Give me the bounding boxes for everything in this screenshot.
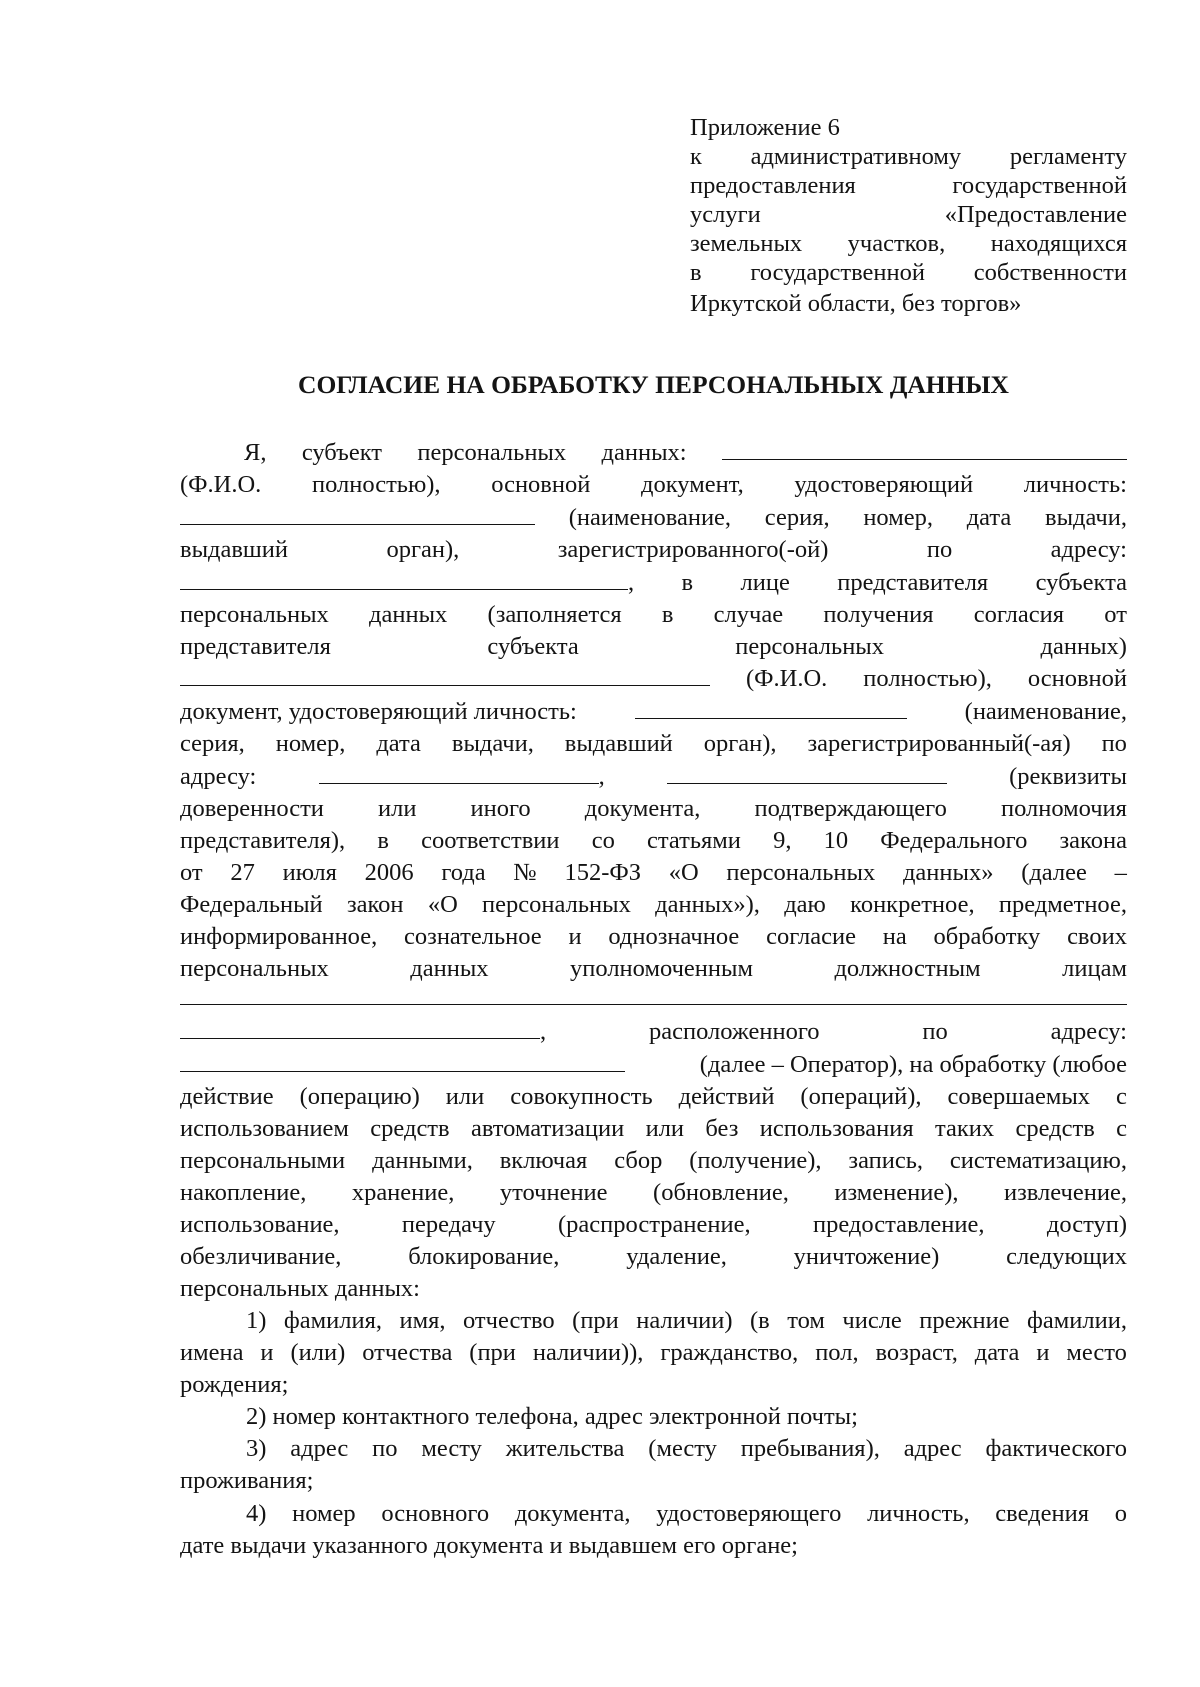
word: использование, [180, 1211, 340, 1238]
word: без [705, 1115, 739, 1142]
word: наличии)), [532, 1339, 644, 1366]
word: или [445, 1083, 485, 1110]
word: (обновление, [653, 1179, 789, 1206]
word: адрес [290, 1435, 349, 1462]
word: (наименование, [964, 698, 1127, 725]
blank-field[interactable] [667, 761, 947, 784]
body-line [180, 502, 1127, 534]
word: или [377, 795, 417, 822]
word: или [645, 1115, 685, 1142]
body-line [180, 1465, 1127, 1497]
word: и [260, 1339, 274, 1366]
word: документ, [641, 471, 744, 498]
appendix-word: находящихся [990, 230, 1127, 257]
body-line [180, 825, 1127, 857]
word: средств [370, 1115, 450, 1142]
appendix-word: государственной [952, 172, 1127, 199]
word: (операцию) [299, 1083, 420, 1110]
word: обработку [933, 923, 1041, 950]
word: рождения; [180, 1371, 289, 1398]
word: персональных [726, 859, 876, 886]
word: действий [678, 1083, 775, 1110]
word: Федерального [880, 827, 1028, 854]
word: передачу [401, 1211, 496, 1238]
word: отчество [463, 1307, 555, 1334]
word: соответствии [421, 827, 560, 854]
word: личность: [1023, 471, 1127, 498]
word: данных [369, 601, 448, 628]
word: личность, [867, 1500, 970, 1527]
blank-field[interactable] [180, 1049, 625, 1072]
body-line [180, 1049, 1127, 1081]
word: июля [282, 859, 337, 886]
word: должностным [834, 955, 981, 982]
word: имена [180, 1339, 244, 1366]
word: блокирование, [408, 1243, 560, 1270]
word: зарегистрированного(-ой) [557, 536, 829, 563]
word: автоматизации [470, 1115, 625, 1142]
word: выдавший [564, 730, 673, 757]
word: (операций), [800, 1083, 922, 1110]
appendix-line [690, 199, 1127, 231]
word: данных: [601, 439, 687, 466]
word: адрес [903, 1435, 962, 1462]
blank-with-comma [319, 761, 605, 793]
body-line [180, 1337, 1127, 1369]
word: персональных данных: [180, 1275, 420, 1302]
word: конкретное, [850, 891, 975, 918]
appendix-word: участков, [847, 230, 946, 257]
word: в [377, 827, 389, 854]
word: по [926, 536, 953, 563]
word: от [1104, 601, 1127, 628]
appendix-word: Иркутской области, без торгов» [690, 290, 1022, 317]
appendix-word: регламенту [1009, 143, 1127, 170]
word: субъект [301, 439, 382, 466]
word: со [591, 827, 615, 854]
body-line [180, 728, 1127, 760]
word: полностью), [311, 471, 441, 498]
word: 9, [773, 827, 792, 854]
word: представителя [837, 569, 989, 596]
word: место [1066, 1339, 1127, 1366]
word: выдачи, [1045, 504, 1127, 531]
word: с [1116, 1083, 1127, 1110]
blank-field[interactable] [180, 663, 710, 686]
word: номер [292, 1500, 356, 1527]
word: фамилии, [1027, 1307, 1127, 1334]
body-line [246, 1401, 1127, 1433]
word: (при [469, 1339, 516, 1366]
word: действие [180, 1083, 274, 1110]
word: по [372, 1435, 398, 1462]
appendix-word: в [690, 259, 702, 286]
word: дата [974, 1339, 1020, 1366]
word: данных»), [655, 891, 760, 918]
word: накопление, [180, 1179, 307, 1206]
word: № [513, 859, 537, 886]
word: выдачи, [451, 730, 534, 757]
title-text: СОГЛАСИЕ НА ОБРАБОТКУ ПЕРСОНАЛЬНЫХ ДАННЫХ [298, 370, 1009, 399]
word: (получение), [689, 1147, 822, 1174]
appendix-word: Приложение 6 [690, 114, 840, 141]
word: серия, [180, 730, 245, 757]
word: серия, [764, 504, 830, 531]
blank-field[interactable] [180, 1016, 540, 1039]
word: (наименование, [568, 504, 732, 531]
word: 1) [246, 1307, 267, 1334]
blank-field[interactable] [180, 567, 628, 590]
appendix-line [690, 257, 1127, 289]
body-line [246, 1433, 1127, 1465]
word: «О [427, 891, 458, 918]
word: документа, [514, 1500, 631, 1527]
word: имя, [399, 1307, 446, 1334]
word: (заполняется [487, 601, 622, 628]
word: проживания; [180, 1467, 314, 1494]
word: (Ф.И.О. [746, 665, 828, 692]
word: систематизацию, [949, 1147, 1127, 1174]
word: 2) номер контактного телефона, адрес электронной почты; [246, 1403, 858, 1430]
word: отчества [362, 1339, 453, 1366]
body-line [180, 921, 1127, 953]
appendix-word: административному [750, 143, 962, 170]
body-line [180, 1113, 1127, 1145]
word: полностью), [863, 665, 992, 692]
word: возраст, [875, 1339, 958, 1366]
body-line [180, 982, 1127, 1014]
word: однозначное [608, 923, 740, 950]
appendix-word: государственной [750, 259, 925, 286]
body-line [180, 663, 1127, 695]
appendix-line [690, 288, 1127, 320]
blank-field[interactable] [319, 761, 599, 784]
word: 27 [230, 859, 255, 886]
word: и [568, 923, 582, 950]
word: удаление, [626, 1243, 727, 1270]
appendix-line [690, 228, 1127, 260]
word: (распространение, [558, 1211, 751, 1238]
word: субъекта [487, 633, 579, 660]
word: доступ) [1046, 1211, 1127, 1238]
word: 10 [823, 827, 849, 854]
word: лице [740, 569, 790, 596]
word: полномочия [1000, 795, 1127, 822]
word: с [1116, 1115, 1127, 1142]
document-title [180, 369, 1127, 401]
appendix-word: предоставления [690, 172, 856, 199]
word: дата [966, 504, 1012, 531]
word: персональными [180, 1147, 346, 1174]
word: хранение, [351, 1179, 455, 1206]
word: следующих [1006, 1243, 1127, 1270]
word: удостоверяющий [794, 471, 974, 498]
body-line [180, 1241, 1127, 1273]
word: на [882, 923, 907, 950]
word: данных [410, 955, 489, 982]
blank-with-comma [180, 1016, 546, 1048]
word: , [628, 569, 635, 596]
word: пол, [815, 1339, 859, 1366]
word: прежние [919, 1307, 1010, 1334]
word: информированное, [180, 923, 378, 950]
word: согласие [766, 923, 856, 950]
word: иного [470, 795, 531, 822]
body-line [180, 1273, 1127, 1305]
word: уточнение [499, 1179, 608, 1206]
word: том [787, 1307, 825, 1334]
word: адресу: [1050, 536, 1127, 563]
word: сознательное [404, 923, 542, 950]
blank-with-comma [180, 567, 634, 599]
word: от [180, 859, 203, 886]
word: закона [1059, 827, 1127, 854]
word: использования [759, 1115, 914, 1142]
word: данных» [902, 859, 994, 886]
word: согласия [973, 601, 1065, 628]
word: доверенности [180, 795, 324, 822]
word: предоставление, [812, 1211, 985, 1238]
word: в [681, 569, 694, 596]
body-line [180, 599, 1127, 631]
word: уничтожение) [793, 1243, 940, 1270]
word: персональных [180, 601, 329, 628]
word: в [661, 601, 674, 628]
word: персональных [735, 633, 885, 660]
body-line [180, 889, 1127, 921]
word: (далее [1021, 859, 1087, 886]
word: орган), [386, 536, 460, 563]
word: случае [713, 601, 784, 628]
body-line [180, 793, 1127, 825]
word: , [598, 763, 605, 790]
blank-field[interactable] [180, 982, 1127, 1005]
word: выдавший [180, 536, 289, 563]
word: (или) [290, 1339, 346, 1366]
word: «О [668, 859, 699, 886]
word: изменение), [834, 1179, 959, 1206]
word: данных) [1040, 633, 1127, 660]
body-line [180, 696, 1127, 728]
body-line [180, 631, 1127, 663]
word: включая [499, 1147, 588, 1174]
word: и [1036, 1339, 1050, 1366]
body-line [180, 567, 1127, 599]
body-line [246, 1498, 1127, 1530]
word: (далее – Оператор), на обработку (любое [699, 1051, 1127, 1078]
word: даю [784, 891, 826, 918]
word: фактического [985, 1435, 1127, 1462]
word: – [1114, 859, 1127, 886]
word: закон [346, 891, 404, 918]
word: (Ф.И.О. [180, 471, 262, 498]
word: предметное, [998, 891, 1127, 918]
word: сведения [995, 1500, 1089, 1527]
word: удостоверяющего [656, 1500, 842, 1527]
appendix-word: собственности [973, 259, 1127, 286]
word: представителя [180, 633, 331, 660]
word: основной [1027, 665, 1127, 692]
word: расположенного [648, 1018, 820, 1045]
word: года [441, 859, 486, 886]
word: 4) [246, 1500, 267, 1527]
word: (в [750, 1307, 770, 1334]
word: основной [491, 471, 591, 498]
word: документ, удостоверяющий личность: [180, 698, 577, 725]
word: по [1101, 730, 1127, 757]
word: персональных [482, 891, 631, 918]
body-line [180, 1016, 1127, 1048]
word: субъекта [1035, 569, 1127, 596]
appendix-line [690, 170, 1127, 202]
word: извлечение, [1004, 1179, 1127, 1206]
appendix-line [690, 112, 1127, 144]
word: Я, [244, 439, 267, 466]
blank-field[interactable] [180, 502, 535, 525]
word: запись, [848, 1147, 924, 1174]
word: совокупность [510, 1083, 653, 1110]
body-line [180, 1177, 1127, 1209]
body-line [180, 857, 1127, 889]
word: о [1114, 1500, 1127, 1527]
body-line [180, 469, 1127, 501]
word: (месту [648, 1435, 717, 1462]
word: (реквизиты [1009, 763, 1127, 790]
word: числе [842, 1307, 902, 1334]
word: подтверждающего [754, 795, 947, 822]
word: использованием [180, 1115, 349, 1142]
word: дата [376, 730, 421, 757]
word: данными, [372, 1147, 473, 1174]
appendix-word: услуги [690, 201, 761, 228]
word: , [540, 1018, 547, 1045]
word: жительства [505, 1435, 625, 1462]
body-line [180, 1369, 1127, 1401]
blank-field[interactable] [635, 696, 907, 719]
word: своих [1067, 923, 1127, 950]
word: документа, [584, 795, 701, 822]
word: адресу: [180, 763, 257, 790]
word: гражданство, [660, 1339, 799, 1366]
word: средств [1015, 1115, 1095, 1142]
word: номер, [863, 504, 933, 531]
word: 2006 [364, 859, 414, 886]
word: персональных [417, 439, 567, 466]
word: лицам [1062, 955, 1127, 982]
word: персональных [180, 955, 329, 982]
word: адресу: [1050, 1018, 1127, 1045]
blank-field[interactable] [722, 437, 1127, 460]
body-line [180, 1209, 1127, 1241]
body-line [246, 1305, 1127, 1337]
word: 3) [246, 1435, 267, 1462]
word: номер, [275, 730, 346, 757]
word: совершаемых [947, 1083, 1091, 1110]
word: наличии) [636, 1307, 733, 1334]
word: фамилия, [283, 1307, 383, 1334]
body-line [180, 534, 1127, 566]
word: основного [381, 1500, 490, 1527]
word: уполномоченным [570, 955, 753, 982]
word: (при [572, 1307, 619, 1334]
word: получения [823, 601, 934, 628]
word: зарегистрированный(-ая) [807, 730, 1071, 757]
body-line [180, 761, 1127, 793]
word: Федеральный [180, 891, 323, 918]
body-line [180, 1530, 1127, 1562]
appendix-word: «Предоставление [944, 201, 1127, 228]
word: дате выдачи указанного документа и выдавшем его органе; [180, 1532, 798, 1559]
word: сбор [614, 1147, 663, 1174]
appendix-word: к [690, 143, 702, 170]
body-line [180, 1145, 1127, 1177]
word: статьями [647, 827, 741, 854]
word: по [922, 1018, 948, 1045]
body-line [180, 437, 1127, 469]
word: представителя), [180, 827, 346, 854]
body-line [180, 953, 1127, 985]
word: орган), [703, 730, 777, 757]
word: обезличивание, [180, 1243, 342, 1270]
appendix-line [690, 141, 1127, 173]
body-line [180, 1081, 1127, 1113]
word: пребывания), [740, 1435, 880, 1462]
word: месту [421, 1435, 482, 1462]
word: 152-ФЗ [564, 859, 642, 886]
appendix-word: земельных [690, 230, 803, 257]
word: таких [934, 1115, 995, 1142]
